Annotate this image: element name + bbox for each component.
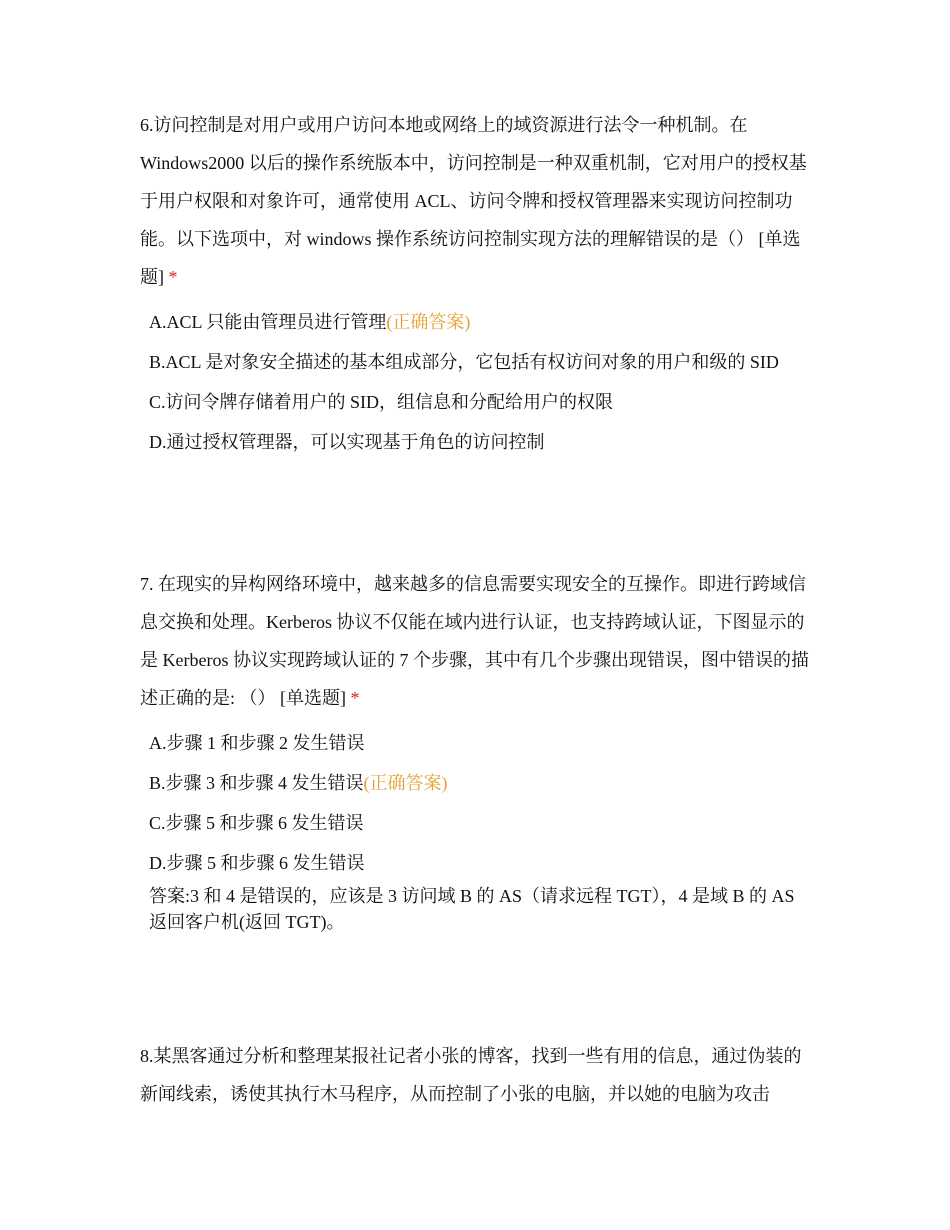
option-c[interactable]: C.访问令牌存储着用户的 SID，组信息和分配给用户的权限 [149,392,614,412]
correct-answer-tag: (正确答案) [386,312,471,332]
option-a[interactable]: A.ACL 只能由管理员进行管理(正确答案) [149,312,471,332]
question-stem: 7. 在现实的异构网络环境中，越来越多的信息需要实现安全的互操作。即进行跨域信息交换和处理。Kerberos 协议不仅能在域内进行认证，也支持跨域认证，下图显示的是 Kerberos 协议实现跨域认证的 7 个步骤，其中有几个步骤出现错误，图中错误的描述正确的是: （） [单选题] * [140,574,809,708]
option-b[interactable]: B.ACL 是对象安全描述的基本组成部分，它包括有权访问对象的用户和级的 SID [149,352,779,372]
option-d[interactable]: D.通过授权管理器，可以实现基于角色的访问控制 [149,432,545,452]
option-c[interactable]: C.步骤 5 和步骤 6 发生错误 [149,813,364,833]
option-a[interactable]: A.步骤 1 和步骤 2 发生错误 [149,733,365,753]
answer-explanation: 答案:3 和 4 是错误的，应该是 3 访问域 B 的 AS（请求远程 TGT），4 是域 B 的 AS 返回客户机(返回 TGT)。 [149,886,795,932]
question-stem: 8.某黑客通过分析和整理某报社记者小张的博客，找到一些有用的信息，通过伪装的新闻线索，诱使其执行木马程序，从而控制了小张的电脑，并以她的电脑为攻击 [140,1046,802,1104]
option-b[interactable]: B.步骤 3 和步骤 4 发生错误(正确答案) [149,773,448,793]
question-6 [140,106,815,462]
option-list [149,302,815,462]
correct-answer-tag: (正确答案) [363,773,448,793]
required-mark: * [168,267,178,287]
question-7 [140,565,815,935]
question-8 [140,1037,815,1113]
question-stem: 6.访问控制是对用户或用户访问本地或网络上的域资源进行法令一种机制。在Windows2000 以后的操作系统版本中，访问控制是一种双重机制，它对用户的授权基于用户权限和对象许可，通常使用 ACL、访问令牌和授权管理器来实现访问控制功能。以下选项中，对 windows 操作系统访问控制实现方法的理解错误的是（） [单选题] * [140,115,807,287]
required-mark: * [350,688,360,708]
option-d[interactable]: D.步骤 5 和步骤 6 发生错误 [149,853,365,873]
option-list [149,723,815,883]
